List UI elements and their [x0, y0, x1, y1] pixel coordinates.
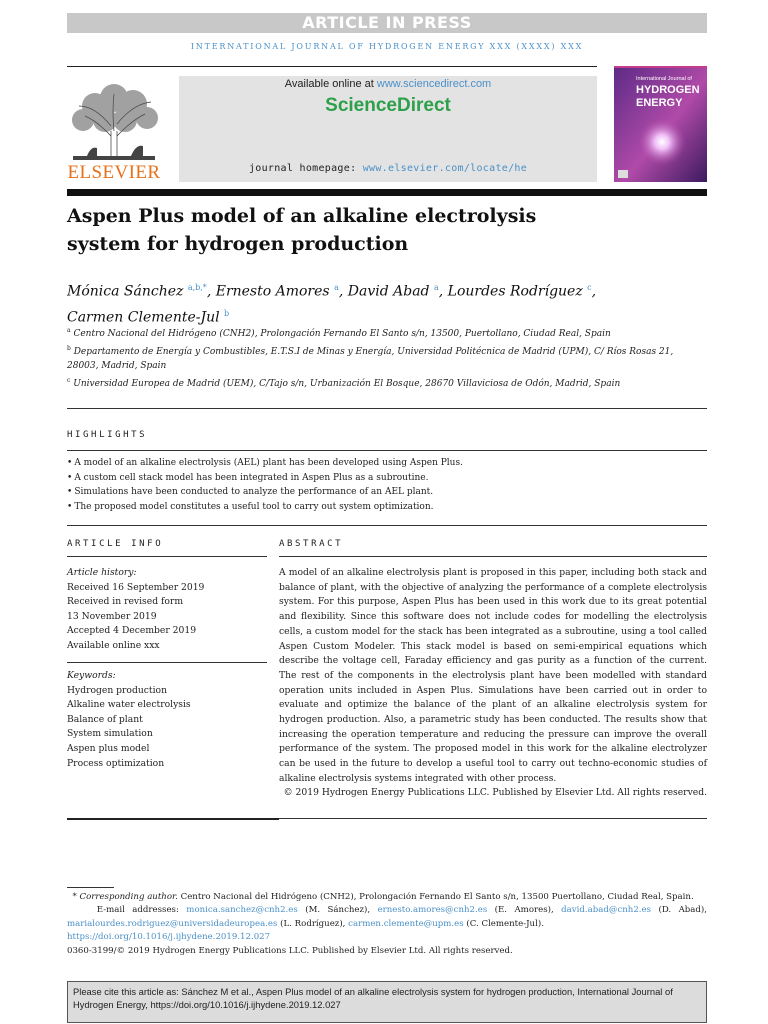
keyword-item: System simulation [67, 728, 153, 740]
email-link[interactable]: carmen.clemente@upm.es [348, 918, 464, 929]
affiliation-mark: a [67, 327, 71, 334]
article-in-press-banner: ARTICLE IN PRESS [67, 13, 707, 33]
abstract-end-rule-right [279, 818, 707, 819]
email-owner: (M. Sánchez), [297, 905, 378, 916]
journal-homepage-line [179, 163, 597, 174]
affiliation-c [67, 374, 707, 392]
email-note [67, 904, 707, 931]
header-rule [67, 66, 597, 67]
journal-running-text: INTERNATIONAL JOURNAL OF HYDROGEN ENERGY XXX (XXXX) XXX [190, 42, 584, 51]
email-owner: (E. Amores), [487, 905, 562, 916]
sciencedirect-logo[interactable]: ScienceDirect [325, 95, 451, 116]
email-link[interactable]: ernesto.amores@cnh2.es [377, 905, 488, 916]
history-item: Received in revised form [67, 596, 184, 608]
keyword-item: Balance of plant [67, 713, 143, 725]
article-info-rule [67, 556, 267, 557]
author-separator: , [438, 283, 448, 300]
article-title-line-1: Aspen Plus model of an alkaline electrolysis [67, 205, 537, 227]
abstract-end-rule-left [67, 818, 279, 820]
author-separator: , [591, 283, 597, 300]
section-divider [67, 525, 707, 526]
author-list [67, 277, 707, 328]
author-affiliation-mark[interactable]: b [224, 308, 230, 318]
highlight-item: • A custom cell stack model has been integrated in Aspen Plus as a subroutine. [67, 471, 707, 486]
keyword-item: Process optimization [67, 757, 165, 769]
keywords-rule [67, 662, 267, 663]
affiliation-text: Universidad Europea de Madrid (UEM), C/Tajo s/n, Urbanización El Bosque, 28670 Villaviciosa de Odón, Madrid, Spain [73, 378, 621, 389]
highlights-heading: HIGHLIGHTS [67, 430, 148, 440]
journal-cover-image[interactable] [614, 66, 707, 182]
author-affiliation-mark[interactable]: a [334, 283, 339, 292]
email-link[interactable]: monica.sanchez@cnh2.es [186, 905, 298, 916]
highlights-list [67, 456, 707, 514]
journal-homepage-link[interactable]: www.elsevier.com/locate/he [362, 163, 528, 174]
corresponding-label: Corresponding author. [79, 892, 178, 902]
article-history [67, 566, 267, 654]
author-name[interactable]: Carmen Clemente-Jul [67, 309, 220, 326]
citation-box: Please cite this article as: Sánchez M et al., Aspen Plus model of an alkaline electrolysis system for hydrogen production, International Journal of Hydrogen Energy, https://doi.org/10.1016/j.ijhydene.2019.12.027 [67, 981, 707, 1023]
author-affiliation-mark[interactable]: a,b,* [187, 283, 207, 292]
author-separator: , [206, 283, 216, 300]
history-item: Received 16 September 2019 [67, 581, 205, 593]
abstract-heading: ABSTRACT [279, 539, 344, 549]
affiliations [67, 324, 707, 391]
article-info-heading: ARTICLE INFO [67, 539, 164, 549]
affiliation-text: Centro Nacional del Hidrógeno (CNH2), Prolongación Fernando El Santo s/n, 13500, Puertollano, Ciudad Real, Spain [73, 329, 611, 339]
cover-title-top: International Journal of [636, 76, 692, 82]
keywords [67, 669, 267, 771]
keyword-item: Aspen plus model [67, 742, 150, 754]
author-name[interactable]: Lourdes Rodríguez [447, 283, 583, 300]
affiliation-a [67, 324, 707, 342]
author-name[interactable]: Mónica Sánchez [67, 283, 184, 300]
cover-title-2: ENERGY [636, 97, 683, 109]
abstract-copyright: © 2019 Hydrogen Energy Publications LLC. Published by Elsevier Ltd. All rights reserved. [283, 787, 707, 798]
email-owner: (C. Clemente-Jul). [463, 918, 544, 929]
keywords-label: Keywords: [67, 670, 116, 681]
email-link[interactable]: marialourdes.rodriguez@universidadeuropea.es [67, 918, 278, 929]
keyword-item: Hydrogen production [67, 684, 167, 696]
email-label: E-mail addresses: [96, 905, 187, 916]
doi-link[interactable]: https://doi.org/10.1016/j.ijhydene.2019.12.027 [67, 932, 271, 943]
footnote-rule [67, 887, 114, 888]
history-item: Accepted 4 December 2019 [67, 625, 197, 637]
footnotes [67, 891, 707, 958]
issn-line: 0360-3199/© 2019 Hydrogen Energy Publications LLC. Published by Elsevier Ltd. All rights reserved. [67, 945, 513, 956]
sciencedirect-link[interactable]: www.sciencedirect.com [376, 78, 492, 90]
author-affiliation-mark[interactable]: a [433, 283, 439, 292]
author-separator: , [338, 283, 348, 300]
article-title-line-2: system for hydrogen production [67, 233, 409, 255]
article-title [67, 202, 667, 258]
journal-running-header [67, 42, 707, 51]
available-online-line [179, 78, 597, 90]
corresponding-text: Centro Nacional del Hidrógeno (CNH2), Prolongación Fernando El Santo s/n, 13500 Puertollano, Ciudad Real, Spain. [177, 892, 694, 902]
header-thick-rule [67, 189, 707, 196]
section-divider [67, 450, 707, 451]
homepage-prefix: journal homepage: [248, 163, 363, 174]
available-prefix: Available online at [284, 78, 377, 90]
section-divider [67, 408, 707, 409]
history-item: 13 November 2019 [67, 610, 157, 622]
author-name[interactable]: Ernesto Amores [215, 283, 330, 300]
footnote-star: * [72, 892, 77, 902]
email-owner: (D. Abad), [651, 905, 707, 916]
author-name[interactable]: David Abad [347, 283, 430, 300]
abstract-text: A model of an alkaline electrolysis plant is proposed in this paper, including both stack and balance of plant, with the objective of analyzing the performance of a complete electrolysis system. For this purpose, Aspen Plus has been used in this work due to its great potential and flexibility. Since this software does not include codes for modelling the electrolysis cells, a custom model for the stack has been integrated as a subroutine, using a tool called Aspen Custom Modeler. This stack model is based on semi-empirical equations which describe the voltage cell, Faraday efficiency and gas purity as a function of the current. The rest of the components in the electrolysis plant have been modelled with standard operation units included in Aspen Plus. Simulations have been carried out in order to evaluate and optimize the balance of the plant of an alkaline electrolysis system for hydrogen production. Also, a parametric study has been conducted. The results show that increasing the operation temperature and reducing the pressure can improve the overall performance of the system. The proposed model in this work for the alkaline electrolyzer can be used in the future to develop a useful tool to carry out techno-economic studies of alkaline electrolysis systems integrated with other process. [279, 567, 707, 784]
abstract-rule [279, 556, 707, 557]
highlight-item: • The proposed model constitutes a useful tool to carry out system optimization. [67, 500, 707, 515]
elsevier-wordmark: ELSEVIER [67, 162, 161, 183]
corresponding-author-note [67, 891, 707, 904]
affiliation-mark: b [67, 344, 71, 352]
history-label: Article history: [67, 567, 137, 578]
highlight-item: • Simulations have been conducted to analyze the performance of an AEL plant. [67, 485, 707, 500]
affiliation-text: Departamento de Energía y Combustibles, E.T.S.I de Minas y Energía, Universidad Politécnica de Madrid (UPM), C/ Ríos Rosas 21, 28003, Madrid, Spain [67, 346, 674, 372]
affiliation-mark: c [67, 376, 71, 384]
affiliation-b [67, 342, 707, 374]
author-affiliation-mark[interactable]: c [587, 283, 592, 292]
keyword-item: Alkaline water electrolysis [67, 699, 191, 711]
cover-title-1: HYDROGEN [636, 84, 700, 96]
email-owner: (L. Rodríguez), [277, 918, 349, 929]
history-item: Available online xxx [67, 639, 160, 651]
email-link[interactable]: david.abad@cnh2.es [561, 905, 652, 916]
highlight-item: • A model of an alkaline electrolysis (AEL) plant has been developed using Aspen Plus. [67, 456, 707, 471]
